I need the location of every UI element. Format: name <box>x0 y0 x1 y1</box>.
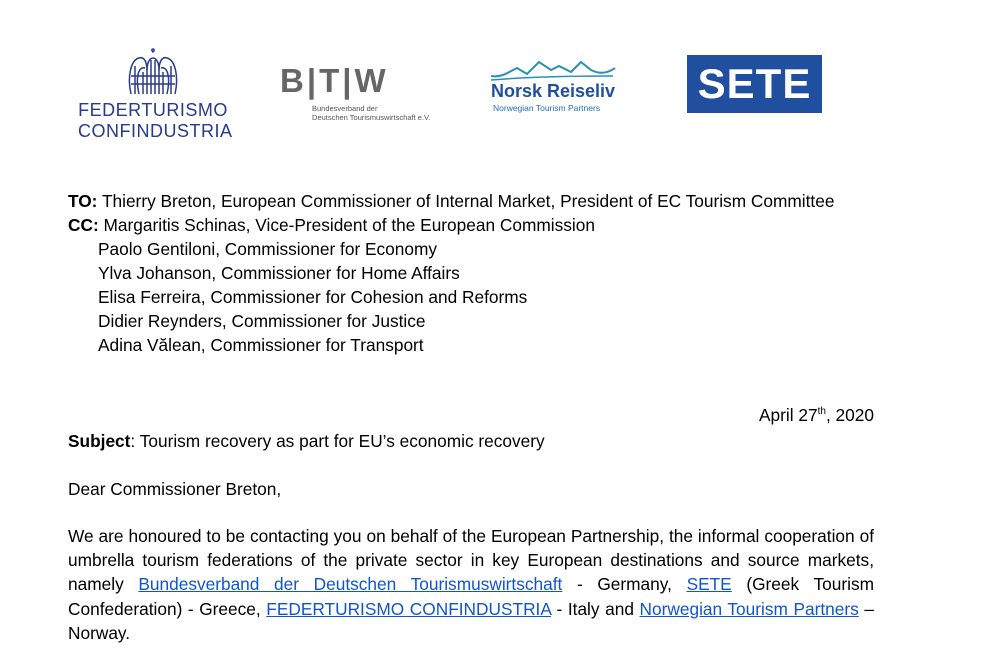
cc-label: CC: <box>68 215 99 235</box>
federturismo-logo-line1: FEDERTURISMO <box>78 100 228 120</box>
body-text: (Greek Tourism Confederation) - Greece, <box>68 574 874 619</box>
link-btw[interactable]: Bundesverband der Deutschen Tourismuswirtschaft <box>138 574 563 595</box>
mountain-wave-icon <box>487 56 617 82</box>
federturismo-logo-line2: CONFINDUSTRIA <box>78 121 233 141</box>
norsk-reiseliv-tagline: Norwegian Tourism Partners <box>493 103 601 113</box>
federturismo-emblem-icon <box>125 46 181 96</box>
federturismo-logo <box>78 46 233 141</box>
norsk-reiseliv-name: Norsk Reiseliv <box>491 81 616 101</box>
norsk-reiseliv-logo <box>487 56 622 116</box>
to-label: TO: <box>68 191 98 211</box>
cc-recipient: Ylva Johanson, Commissioner for Home Affairs <box>98 263 460 283</box>
cc-recipient: Elisa Ferreira, Commissioner for Cohesion and Reforms <box>98 287 528 307</box>
body-text: - Italy and <box>550 598 640 619</box>
subject-text: : Tourism recovery as part for EU’s economic recovery <box>130 431 545 451</box>
cc-line <box>68 215 595 235</box>
subject-label: Subject <box>68 431 131 451</box>
date-suffix: th <box>817 406 826 418</box>
cc-recipient: Adina Vălean, Commissioner for Transport <box>98 335 424 355</box>
body-text: - Germany, <box>562 574 687 595</box>
btw-logo-sub1: Bundesverband der <box>312 104 378 113</box>
greeting: Dear Commissioner Breton, <box>68 479 282 499</box>
subject-line <box>68 431 545 451</box>
btw-logo-sub2: Deutschen Tourismuswirtschaft e.V. <box>312 113 431 122</box>
sete-logo: SETE <box>687 55 822 113</box>
link-sete[interactable]: SETE <box>686 574 732 595</box>
btw-logo <box>278 62 448 122</box>
body-text: We are honoured to be contacting you on behalf of the European Partnership, the informal cooperation of umbrella tourism federations of the private sector in key European destinations and source markets, namely <box>68 526 874 595</box>
to-text: Thierry Breton, European Commissioner of Internal Market, President of EC Tourism Committee <box>97 191 835 211</box>
cc-first: Margaritis Schinas, Vice-President of the European Commission <box>98 215 595 235</box>
btw-logo-mark: B|T|W <box>280 62 389 99</box>
link-federturismo[interactable]: FEDERTURISMO CONFINDUSTRIA <box>266 598 551 619</box>
body-paragraph <box>68 524 874 645</box>
link-norwegian-tourism-partners[interactable]: Norwegian Tourism Partners <box>639 598 859 619</box>
letter-date <box>759 405 874 426</box>
cc-recipient: Paolo Gentiloni, Commissioner for Economy <box>98 239 438 259</box>
body-text: – Norway. <box>68 598 875 643</box>
date-year: , 2020 <box>825 405 874 425</box>
cc-recipient: Didier Reynders, Commissioner for Justice <box>98 311 426 331</box>
date-prefix: April 27 <box>759 405 818 425</box>
to-line <box>68 191 834 211</box>
